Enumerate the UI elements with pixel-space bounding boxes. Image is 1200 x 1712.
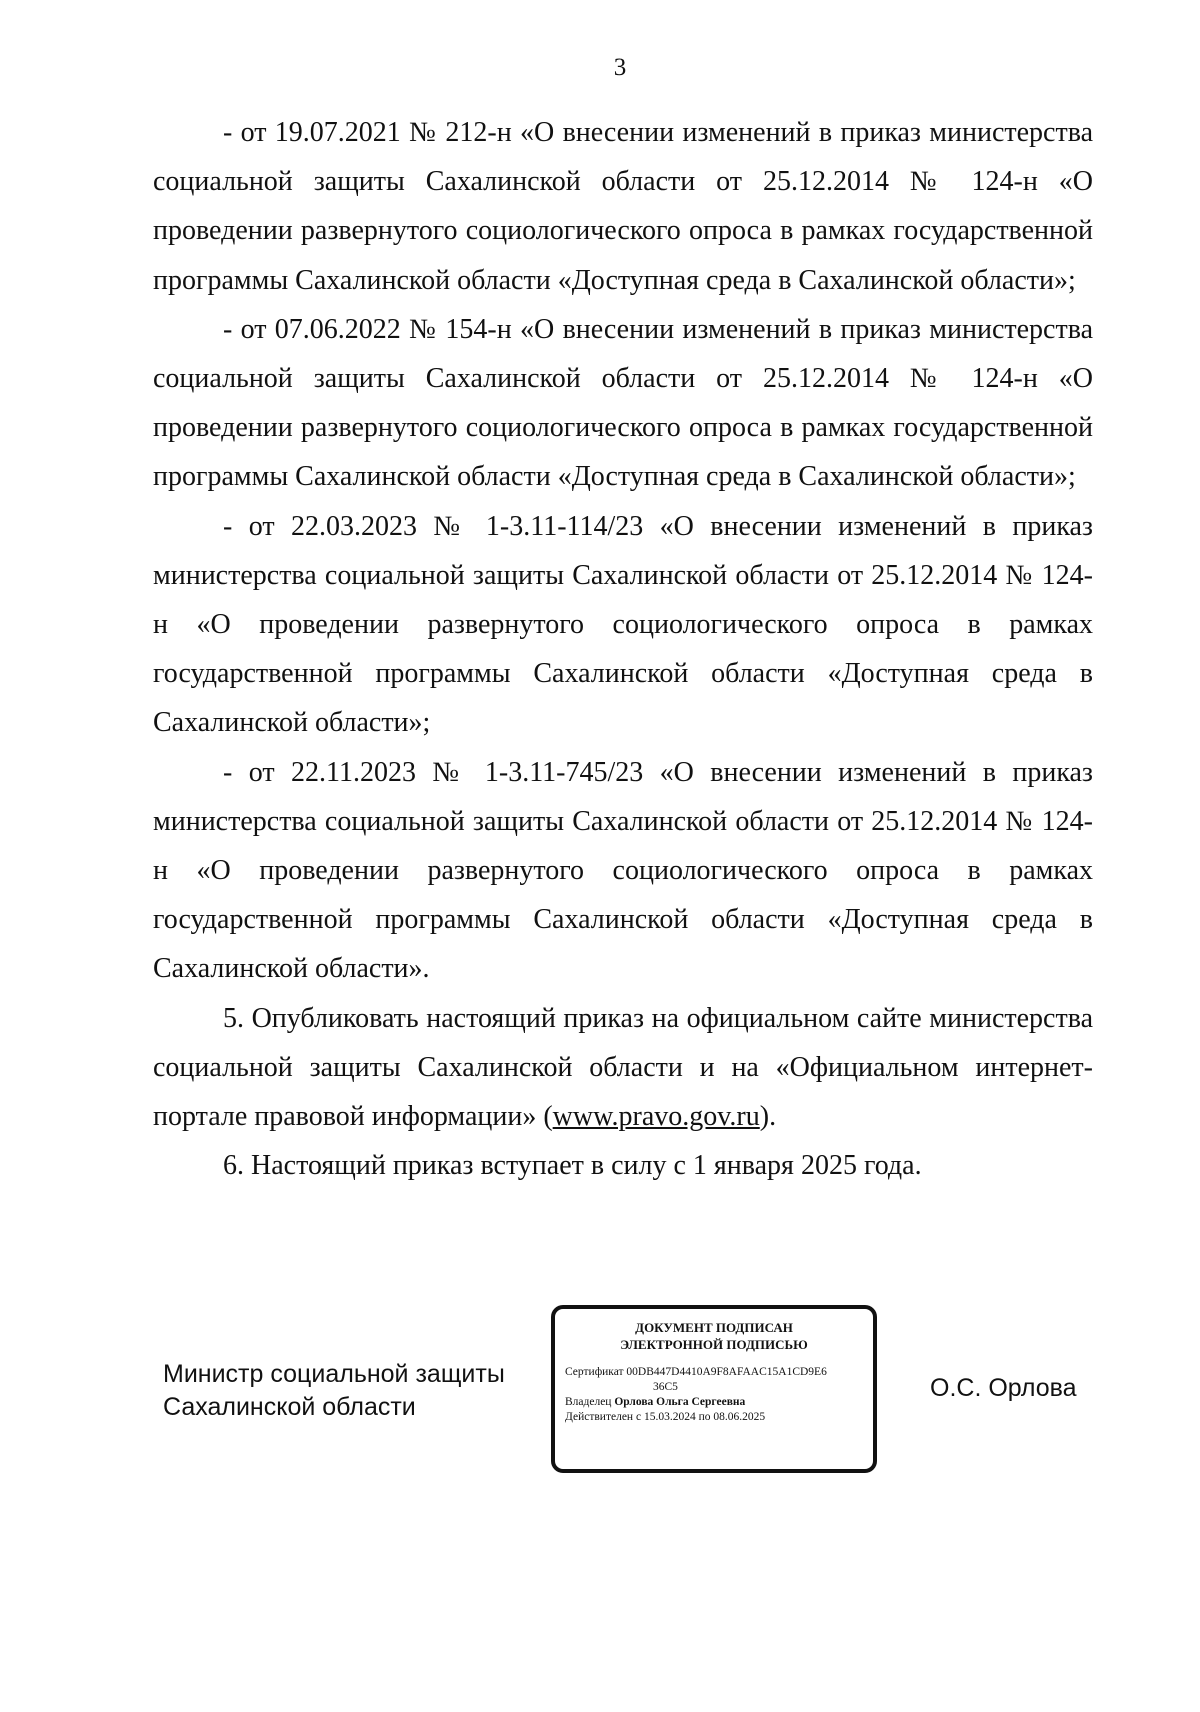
- owner-label: Владелец: [565, 1396, 612, 1408]
- stamp-heading-line: ДОКУМЕНТ ПОДПИСАН: [635, 1320, 793, 1335]
- signatory-name: О.С. Орлова: [930, 1374, 1077, 1402]
- effective-date-clause: 6. Настоящий приказ вступает в силу с 1 января 2025 года.: [223, 1150, 922, 1182]
- publish-clause-text: 5. Опубликовать настоящий приказ на официальном сайте министерства социальной защиты Сахалинской области и на «Официальном интернет-портале правовой информации» (: [153, 1002, 1093, 1133]
- certificate-value: 00DB447D4410A9F8AFAAC15A1CD9E6: [626, 1366, 827, 1378]
- publish-clause: [153, 994, 1093, 1142]
- stamp-validity: Действителен с 15.03.2024 по 08.06.2025: [565, 1411, 766, 1423]
- stamp-heading-line: ЭЛЕКТРОННОЙ ПОДПИСЬЮ: [620, 1337, 808, 1352]
- stamp-certificate: [565, 1365, 863, 1395]
- amendment-item: - от 22.11.2023 № 1-3.11-745/23 «О внесении изменений в приказ министерства социальной защиты Сахалинской области от 25.12.2014 № 124-н «О проведении развернутого социологического опроса в рамках государственной программы Сахалинской области «Доступная среда в Сахалинской области».: [153, 756, 1093, 985]
- page-number: 3: [613, 54, 627, 81]
- certificate-label: Сертификат: [565, 1366, 624, 1378]
- certificate-value-tail: 36C5: [653, 1381, 678, 1393]
- pravo-link[interactable]: www.pravo.gov.ru: [552, 1101, 760, 1133]
- electronic-signature-stamp: [551, 1305, 877, 1473]
- stamp-heading: [565, 1319, 863, 1353]
- amendment-item: - от 19.07.2021 № 212-н «О внесении изменений в приказ министерства социальной защиты Сахалинской области от 25.12.2014 № 124-н «О проведении развернутого социологического опроса в рамках государственной программы Сахалинской области «Доступная среда в Сахалинской области»;: [153, 117, 1093, 296]
- signatory-title-line: Министр социальной защиты: [163, 1360, 505, 1388]
- stamp-owner: [565, 1395, 863, 1410]
- publish-clause-end: ).: [759, 1101, 777, 1133]
- signatory-title-line: Сахалинской области: [163, 1393, 416, 1421]
- amendment-item: - от 22.03.2023 № 1-3.11-114/23 «О внесении изменений в приказ министерства социальной защиты Сахалинской области от 25.12.2014 № 124-н «О проведении развернутого социологического опроса в рамках государственной программы Сахалинской области «Доступная среда в Сахалинской области»;: [153, 510, 1093, 739]
- owner-value: Орлова Ольга Сергеевна: [614, 1396, 746, 1408]
- signatory-title: [163, 1358, 505, 1424]
- document-body: [153, 108, 1093, 1190]
- amendment-item: - от 07.06.2022 № 154-н «О внесении изменений в приказ министерства социальной защиты Сахалинской области от 25.12.2014 № 124-н «О проведении развернутого социологического опроса в рамках государственной программы Сахалинской области «Доступная среда в Сахалинской области»;: [153, 313, 1093, 493]
